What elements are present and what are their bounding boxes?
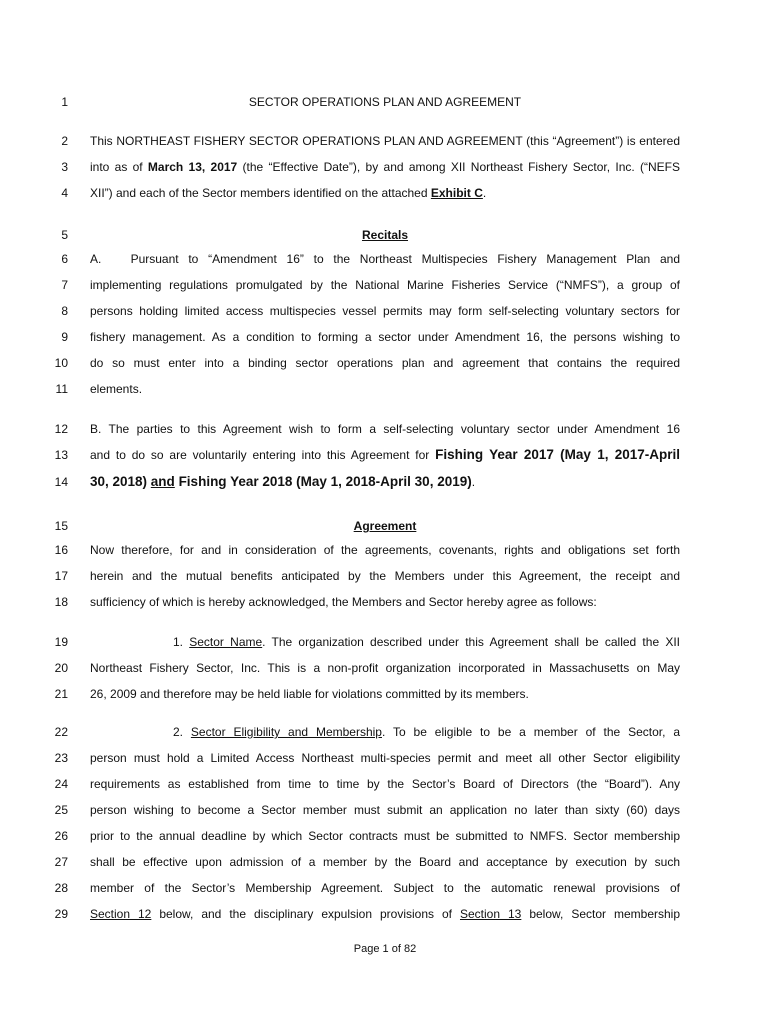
line-number: 13 [54, 448, 68, 462]
line-number: 19 [54, 635, 68, 649]
line-5 [0, 224, 770, 246]
text-run: Northeast Fishery Sector, Inc. This is a non-profit organization incorporated in Massachusetts on May [90, 661, 680, 675]
line-number: 11 [55, 382, 68, 396]
section-reference: Section 13 [459, 907, 522, 921]
line-4 [0, 182, 770, 204]
text-run: into as of [90, 160, 148, 174]
text-run: B. The parties to this Agreement wish to form a self-selecting voluntary sector under Amendment 16 [90, 422, 680, 436]
line-text [90, 657, 680, 679]
line-20 [0, 657, 770, 679]
line-number: 18 [54, 595, 68, 609]
line-number: 3 [61, 160, 68, 174]
agreement-heading: Agreement [353, 519, 417, 533]
line-text [90, 248, 680, 270]
text-run: person must hold a Limited Access Northeast multi-species permit and meet all other Sector eligibility [90, 751, 680, 765]
line-8 [0, 300, 770, 322]
text-run: elements. [90, 382, 143, 396]
text-run: member of the Sector’s Membership Agreement. Subject to the automatic renewal provisions of [90, 881, 680, 895]
line-28 [0, 877, 770, 899]
line-14 [0, 471, 770, 493]
line-25 [0, 799, 770, 821]
line-text [90, 851, 680, 873]
fishing-year-term: Fishing Year 2017 (May 1, 2017-April [435, 447, 680, 462]
line-number: 28 [54, 881, 68, 895]
line-24 [0, 773, 770, 795]
line-text [90, 352, 680, 374]
line-text [90, 825, 680, 847]
line-27 [0, 851, 770, 873]
line-number: 16 [54, 543, 68, 557]
line-number: 2 [61, 134, 68, 148]
text-run: Now therefore, for and in consideration of the agreements, covenants, rights and obligations set forth [90, 543, 680, 557]
line-number: 22 [54, 725, 68, 739]
line-number: 20 [54, 661, 68, 675]
line-1 [0, 91, 770, 113]
line-text [90, 877, 680, 899]
text-run: persons holding limited access multispecies vessel permits may form self-selecting voluntary sectors for [90, 304, 680, 318]
line-17 [0, 565, 770, 587]
line-text [90, 471, 680, 493]
text-run: . [471, 475, 476, 489]
line-text [90, 773, 680, 795]
line-number: 23 [54, 751, 68, 765]
line-number: 1 [61, 95, 68, 109]
line-number: 10 [54, 356, 68, 370]
text-run: do so must enter into a binding sector operations plan and agreement that contains the required [90, 356, 680, 370]
line-number: 17 [54, 569, 68, 583]
effective-date: March 13, 2017 [147, 160, 238, 174]
line-15 [0, 515, 770, 537]
text-run: 1. [173, 635, 190, 649]
text-run: 2. [173, 725, 191, 739]
line-text [90, 631, 680, 653]
line-3 [0, 156, 770, 178]
line-23 [0, 747, 770, 769]
recitals-heading: Recitals [361, 228, 409, 242]
section-title: Sector Eligibility and Membership [190, 725, 382, 739]
text-run: A. Pursuant to “Amendment 16” to the Northeast Multispecies Fishery Management Plan and [90, 252, 680, 266]
line-number: 15 [54, 519, 68, 533]
document-title: SECTOR OPERATIONS PLAN AND AGREEMENT [248, 95, 522, 109]
line-text [90, 274, 680, 296]
text-run: person wishing to become a Sector member must submit an application no later than sixty (60) days [90, 803, 680, 817]
text-run: 26, 2009 and therefore may be held liable for violations committed by its members. [90, 687, 529, 701]
line-text [90, 565, 680, 587]
line-number: 25 [54, 803, 68, 817]
text-run: below, and the disciplinary expulsion provisions of [151, 907, 460, 921]
line-number: 12 [54, 422, 68, 436]
line-text [90, 326, 680, 348]
line-number: 9 [61, 330, 68, 344]
text-run: . The organization described under this Agreement shall be called the XII [262, 635, 681, 649]
text-run: implementing regulations promulgated by the National Marine Fisheries Service (“NMFS”), a group of [90, 278, 680, 292]
section-reference: Section 12 [90, 907, 152, 921]
line-text [90, 300, 680, 322]
line-text [90, 130, 680, 152]
line-text [90, 539, 680, 561]
line-6 [0, 248, 770, 270]
line-29 [0, 903, 770, 925]
text-run: herein and the mutual benefits anticipated by the Members under this Agreement, the receipt and [90, 569, 680, 583]
line-2 [0, 130, 770, 152]
line-number: 8 [61, 304, 68, 318]
line-number: 27 [54, 855, 68, 869]
line-text [90, 903, 680, 925]
line-7 [0, 274, 770, 296]
text-run: This NORTHEAST FISHERY SECTOR OPERATIONS PLAN AND AGREEMENT (this “Agreement”) is entered [90, 134, 680, 148]
section-title: Sector Name [189, 635, 263, 649]
line-number: 6 [61, 252, 68, 266]
exhibit-reference: Exhibit C [430, 186, 483, 200]
line-19 [0, 631, 770, 653]
line-number: 4 [61, 186, 68, 200]
line-text [90, 683, 680, 705]
text-run: . To be eligible to be a member of the Sector, a [381, 725, 680, 739]
line-10 [0, 352, 770, 374]
line-text [90, 591, 680, 613]
line-number: 5 [61, 228, 68, 242]
line-11 [0, 378, 770, 400]
fishing-year-term: 30, 2018) [90, 474, 151, 489]
line-number: 14 [54, 475, 68, 489]
line-text [90, 182, 680, 204]
page-number-footer: Page 1 of 82 [353, 943, 417, 955]
text-run: and to do so are voluntarily entering into this Agreement for [90, 448, 436, 462]
line-number: 24 [54, 777, 68, 791]
line-number: 7 [61, 278, 68, 292]
text-run: below, Sector membership [521, 907, 680, 921]
line-number: 21 [54, 687, 68, 701]
text-run: prior to the annual deadline by which Sector contracts must be submitted to NMFS. Sector membership [90, 829, 680, 843]
line-text [90, 799, 680, 821]
fishing-year-term: and [150, 474, 175, 489]
text-run: sufficiency of which is hereby acknowledged, the Members and Sector hereby agree as follows: [90, 595, 597, 609]
text-run: fishery management. As a condition to forming a sector under Amendment 16, the persons wishing to [90, 330, 680, 344]
line-13 [0, 444, 770, 466]
line-9 [0, 326, 770, 348]
line-26 [0, 825, 770, 847]
line-text [90, 747, 680, 769]
line-18 [0, 591, 770, 613]
text-run: (the “Effective Date”), by and among XII Northeast Fishery Sector, Inc. (“NEFS [237, 160, 681, 174]
line-text [90, 156, 680, 178]
line-text [90, 378, 680, 400]
line-12 [0, 418, 770, 440]
text-run: requirements as established from time to time by the Sector’s Board of Directors (the “Board”). Any [90, 777, 680, 791]
line-text [90, 721, 680, 743]
line-text [90, 444, 680, 466]
line-number: 29 [54, 907, 68, 921]
line-number: 26 [54, 829, 68, 843]
line-22 [0, 721, 770, 743]
line-text [90, 418, 680, 440]
line-21 [0, 683, 770, 705]
text-run: . [482, 186, 487, 200]
fishing-year-term: Fishing Year 2018 (May 1, 2018-April 30, 2019) [174, 474, 472, 489]
text-run: XII”) and each of the Sector members identified on the attached [90, 186, 431, 200]
line-16 [0, 539, 770, 561]
text-run: shall be effective upon admission of a member by the Board and acceptance by execution by such [90, 855, 680, 869]
